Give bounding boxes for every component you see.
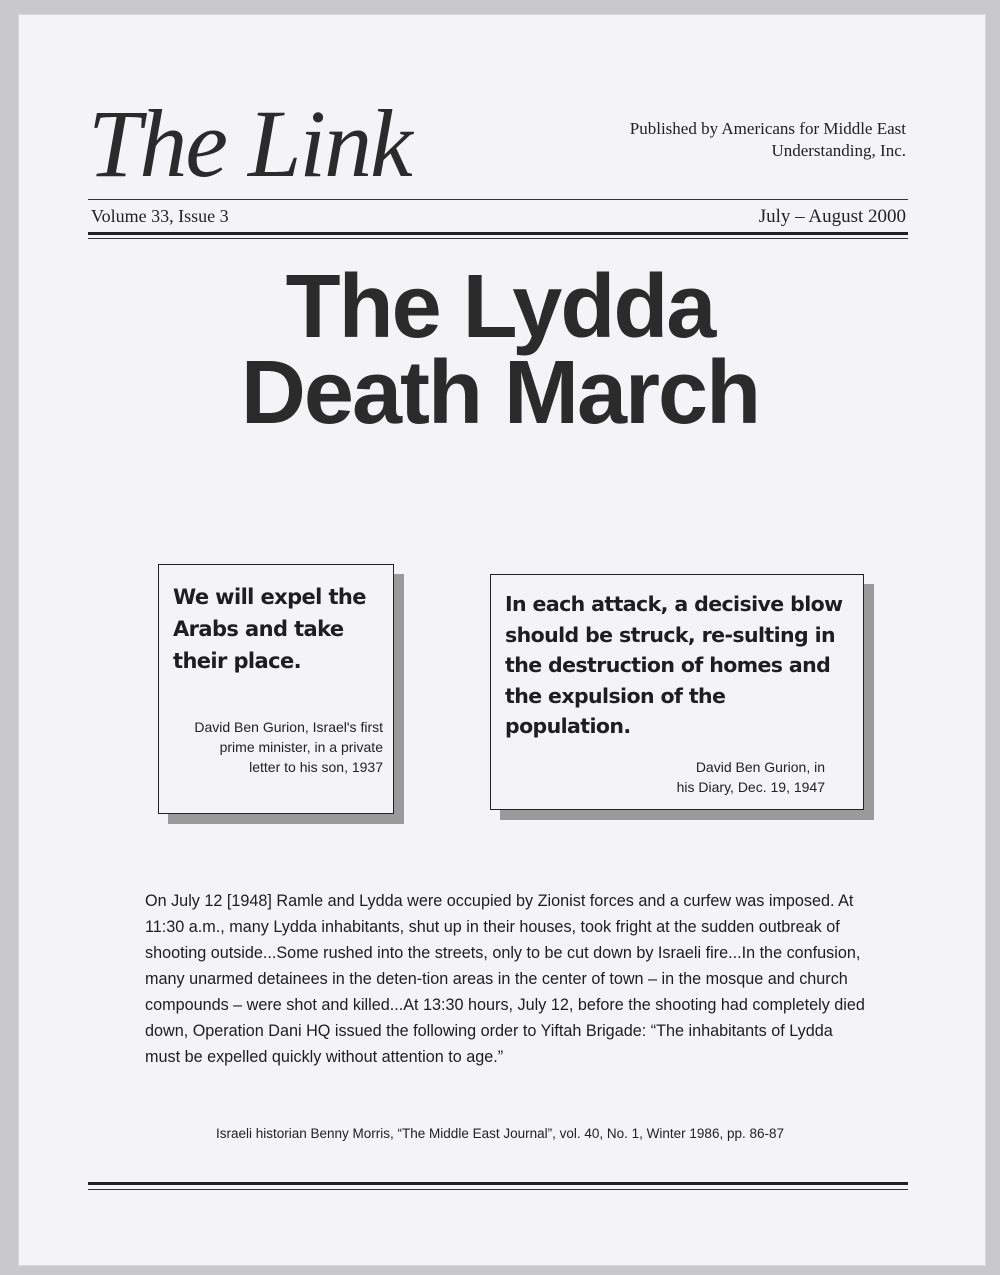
publisher-line: Published by Americans for Middle East Understanding, Inc. — [629, 119, 906, 160]
quote-1-attribution-line: letter to his son, 1937 — [249, 759, 383, 775]
volume-issue: Volume 33, Issue 3 — [91, 206, 229, 226]
quote-box-2 — [490, 574, 864, 810]
quote-2-attribution — [501, 757, 825, 797]
headline-line-2: Death March — [240, 343, 760, 443]
headline-line-1: The Lydda — [285, 257, 715, 357]
masthead-rule-bottom-thin — [88, 238, 908, 239]
quote-2-attribution-line: his Diary, Dec. 19, 1947 — [676, 779, 825, 795]
masthead-title: The Link — [88, 90, 411, 197]
quote-1-attribution-line: David Ben Gurion, Israel's first — [194, 719, 383, 735]
quote-box-1 — [158, 564, 394, 814]
footer-rule-thin — [88, 1189, 908, 1190]
quote-2-text: In each attack, a decisive blow should be struck, re-sulting in the destruction of homes and the expulsion of the population. — [505, 592, 843, 738]
headline — [0, 257, 1000, 443]
footer-rule-thick — [88, 1182, 908, 1185]
quote-1-attribution — [169, 717, 383, 777]
source-citation: Israeli historian Benny Morris, “The Middle East Journal”, vol. 40, No. 1, Winter 1986, pp. 86-87 — [215, 1126, 784, 1141]
quote-1-attribution-line: prime minister, in a private — [219, 739, 383, 755]
masthead-rule-top — [88, 199, 908, 200]
body-paragraph: On July 12 [1948] Ramle and Lydda were occupied by Zionist forces and a curfew was imposed. At 11:30 a.m., many Lydda inhabitants, shut up in their houses, took fright at the sudden outbreak of shooting outside...Some rushed into the streets, only to be cut down by Israeli fire...In the confusion, many unarmed detainees in the deten-tion areas in the center of town – in the mosque and church compounds – were shot and killed...At 13:30 hours, July 12, before the shooting had completely died down, Operation Dani HQ issued the following order to Yiftah Brigade: “The inhabitants of Lydda must be expelled quickly without attention to age.” — [145, 892, 865, 1066]
quote-1-text: We will expel the Arabs and take their place. — [173, 585, 366, 673]
issue-date: July – August 2000 — [758, 206, 906, 227]
quote-2-attribution-line: David Ben Gurion, in — [695, 759, 825, 775]
masthead-rule-bottom — [88, 232, 908, 235]
